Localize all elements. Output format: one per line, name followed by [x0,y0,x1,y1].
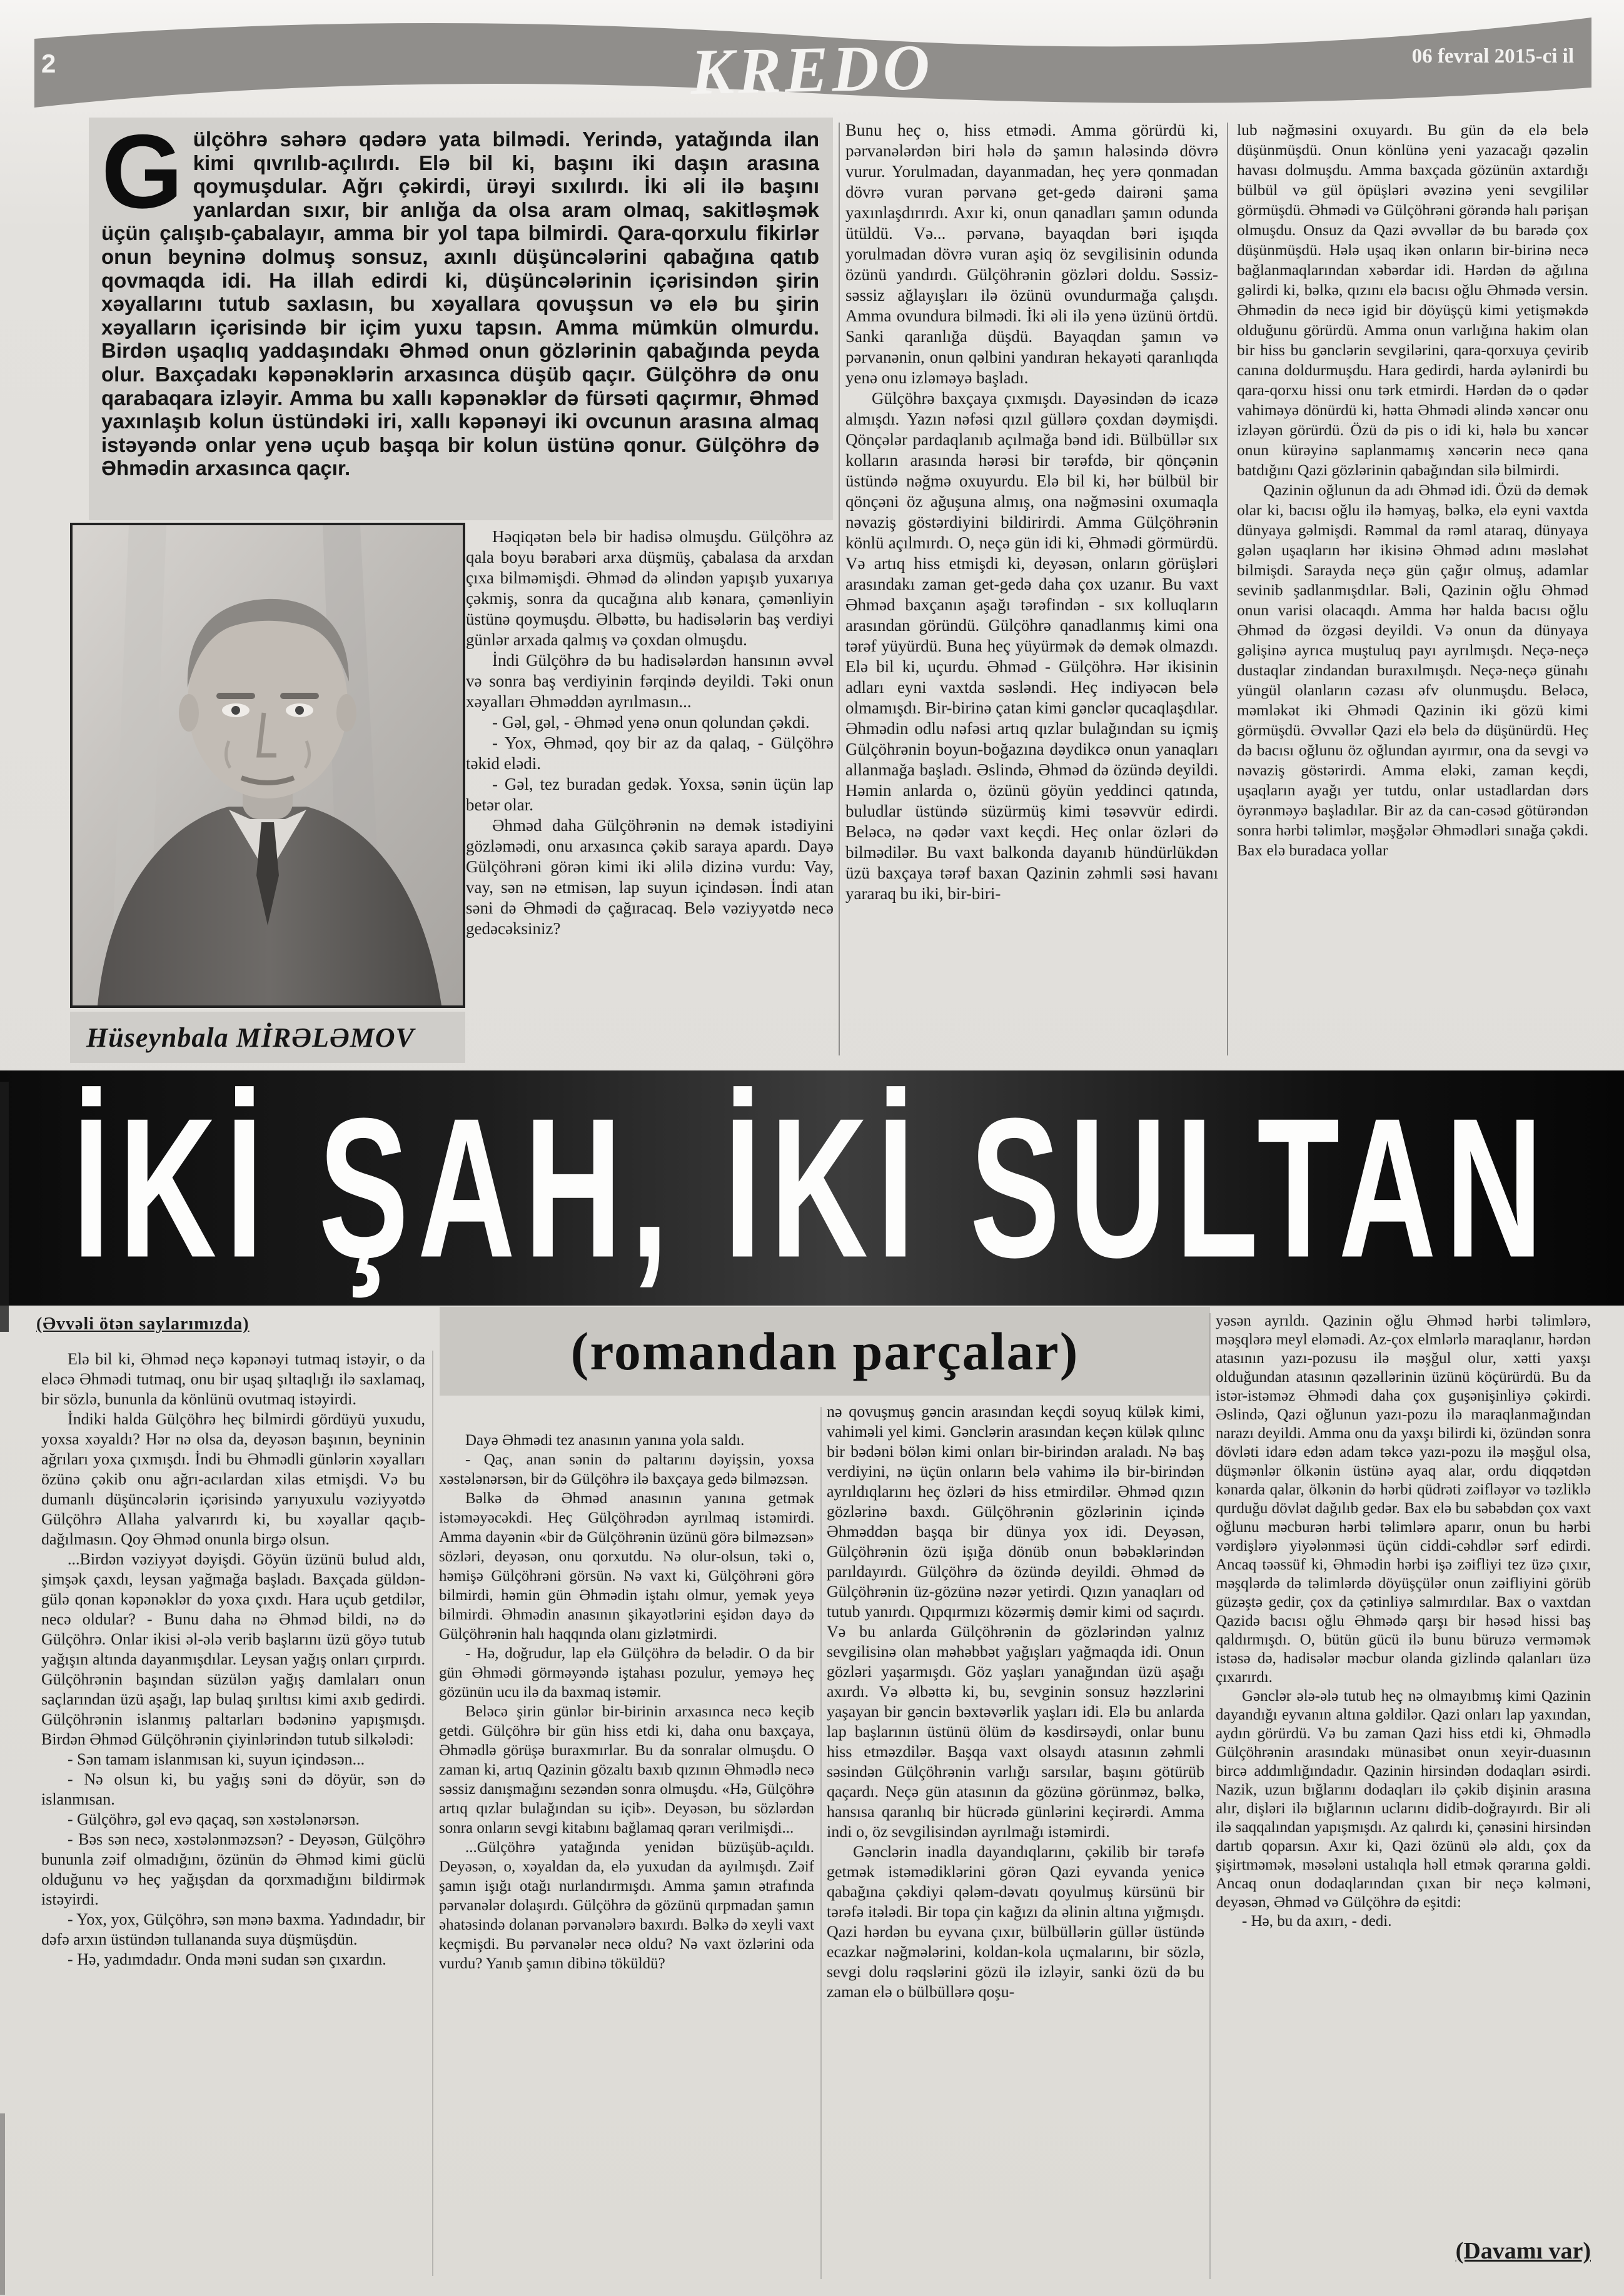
scan-artifact [0,1082,9,1332]
paragraph: Gənclər ələ-ələ tutub heç nə olmayıbmış kimi Qazinin dayandığı eyvanın altına gəldilər. Qazi onları lap yaxından, aydın görürdü. Və bu zaman Qazi hiss etdi ki, Əhmədlə Gülçöhrənin arasındakı münasibət onun xeyir-duasının bircə addımlığındadır. Qazinin hirsindən dodaqları əsirdi. Nazik, uzun bığlarını dodaqları ilə çəkib dişinin arasına alır, dişləri ilə bığlarının uclarını didib-doğrayırdı. Bir əli ilə saqqalından yapışmışdı. Az qalırdı ki, çənəsini hirsindən dartıb qoparsın. Axır ki, Qazi özünü ələ aldı, çox da şişirtməmək, məsələni ustalıqla həll etmək qərarına gəldi. Ancaq onun dodaqlarından çıxan bir neçə kəlməni, deyəsən, Əhməd və Gülçöhrə də eşitdi: [1216,1688,1591,1911]
paragraph: İndiki halda Gülçöhrə heç bilmirdi gördüyü yuxudu, yoxsa xəyaldı? Hər nə olsa da, deyəsən başının, beyninin ağrıları yoxa çıxmışdı. İndi bu Əhmədli günlərin xəyalları özünə çəkib onu ağrı-acılardan xilas etmişdi. Və bu dumanlı düşüncələrin içərisində yarıyuxulu vəziyyətdə Gülçöhrə Allaha yalvarırdı ki, bu xəyallar qaçıb-dağılmasın. Qoy Əhməd onunla birgə olsun. [41,1410,425,1548]
author-photo [70,523,465,1008]
lower-column-2 [439,1431,814,2293]
paragraph: İndi Gülçöhrə də bu hadisələrdən hansının əvvəl və sonra baş verdiyinin fərqində deyildi. Təki onun xəyalları Əhməddən ayrılmasın... [466,651,834,711]
paragraph: - Gülçöhrə, gəl evə qaçaq, sən xəstələnərsən. [68,1810,360,1828]
scan-artifact [0,2113,5,2295]
author-photo-figure [70,523,465,1063]
lower-column-3 [827,1402,1204,2292]
headline-title: İKİ ŞAH, İKİ SULTAN [72,1076,1552,1299]
lead-paragraph [101,113,819,480]
headline-band [0,1070,1624,1306]
photo-caption-bar [70,1012,465,1063]
continuation-note: (Davamı var) [1455,2238,1591,2264]
paragraph: Dayə Əhmədi tez anasının yanına yola saldı. [465,1432,745,1449]
paragraph: - Bəs sən necə, xəstələnməzsən? - Deyəsən, Gülçöhrə bununla zəif olmadığını, özünün də Əhməd kimi güclü olduğunu və heç yağışdan da qorxmadığını bildirmək istəyirdi. [41,1830,425,1908]
column-rule [1209,1313,1211,2279]
paragraph: Elə bil ki, Əhməd neçə kəpənəyi tutmaq istəyir, o da eləcə Əhmədi tutmaq, onu bir uşaq şıltaqlığı ilə saxlamaq, bir sözlə, bununla da könlünü ovutmaq istəyirdi. [41,1350,425,1408]
column-rule [1227,123,1228,1055]
paragraph: - Gəl, gəl, - Əhməd yenə onun qolundan çəkdi. [492,713,810,732]
column-rule [432,1351,433,2276]
lower-column-4 [1216,1312,1591,2231]
lower-column-1 [41,1349,425,2287]
paragraph: - Hə, doğrudur, lap elə Gülçöhrə də belədir. O da bir gün Əhmədi görməyəndə iştahası pozulur, yeməyə heç gözünün ucu ilə da baxmaq istəmir. [439,1645,814,1701]
paragraph: Bəlkə də Əhməd anasının yanına getmək istəməyəcəkdi. Heç Gülçöhrədən ayrılmaq istəmirdi. Amma dayənin «bir də Gülçöhrənin üzünü görə bilməzsən» sözləri, deyəsən, onu qorxutdu. Nə olur-olsun, təki o, həmişə Gülçöhrəni görsün. Nə vaxt ki, Gülçöhrəni görə bilmirdi, həmin gün Əhmədin iştahı olmur, yemək yeyə bilmirdi. Əhmədin anasının şikayətlərini eşidən dayə də Gülçöhrənin halı haqqında olanı gizlətmirdi. [439,1490,814,1643]
top-column-2 [466,526,834,1062]
paragraph: yəsən ayrıldı. Qazinin oğlu Əhməd hərbi təlimlərə, məşqlərə meyl eləmədi. Az-çox elmlərlə maraqlanır, hərdən atasının yazı-pozusu ilə məşğul olur, xətti yaxşı olduğundan atasının qəzəllərinin üzünü köçürürdü. Bu da istər-istəməz Əhmədi daha çox guşənişinliyə çəkirdi. Əslində, Qazi oğlunun yazı-pozu ilə maraqlanmağından narazı deyildi. Amma onu da yaxşı bilirdi ki, özündən sonra dövləti idarə edən adam təkcə yazı-pozu ilə məşğul olsa, düşmənlər ölkənin üstünə ayaq alar, ordu diqqətdən kənarda qalar, ölkənin də hərbi qüdrəti zəifləyər və təzliklə qurduğu dövlət dağılıb gedər. Bax elə bu səbəbdən çox vaxt oğlunu məcburən hərbi təlimlərə aparır, onun bu hərbi vərdişlərə yiyələnməsi üçün ciddi-cəhdlər sərf edirdi. Ancaq təəssüf ki, Əhmədin hərbi işə zəifliyi tez üzə çıxır, məşqlərdə də təlimlərdə döyüşçülər onun zəifliyini görüb güzəştə gedir, çox da çətinliyə salmırdılar. Bax o vaxtdan Qazidə bacısı oğlu Əhmədə qarşı bir həsəd hissi baş qaldırmışdı. O, bütün gücü ilə bunu büruzə verməmək istəsə də, hadisələr məcbur olanda gizlində qalanları üzə çıxarırdı. [1216,1312,1591,1686]
paragraph: - Qaç, anan sənin də paltarını dəyişsin, yoxsa xəstələnərsən, bir də Gülçöhrə ilə baxçaya gedə bilməzsən. [439,1451,814,1488]
paragraph: - Gəl, tez buradan gedək. Yoxsa, sənin üçün lap betər olar. [466,775,834,814]
top-column-3 [845,120,1218,1058]
paragraph: lub nəğməsini oxuyardı. Bu gün də elə belə düşünmüşdü. Onun könlünə yeni yazacağı qəzəlin havası dolmuşdu. Amma baxçada gözünün axtardığı bülbül və gül öpüşləri əvəzinə yeni sevgililər görmüşdü. Əhmədi və Gülçöhrəni görəndə halı pərişan olmuşdu. Onsuz da Qazi əvvəllər də bu barədə çox düşünmüşdü. Hələ uşaq ikən onların bir-birinə necə bağlanmaqlarından xəbərdar idi. Hərdən də ağılına gəlirdi ki, bəlkə, qızını elə bacısı oğlu Əhmədə versin. Əhmədin də necə igid bir döyüşçü kimi yetişməkdə olduğunu görürdü. Amma onun varlığına hakim olan bir hiss bu gənclərin sevgilərini, qara-qorxuya çevirib canına doldurmuşdu. Hara gedirdi, harda əylənirdi bu qara-qorxu hissi onu tərk etmirdi. Hərdən də o qədər vahiməyə dönürdü ki, hətta Əhmədi əlində xəncər onu izləyən görürdü. Özü də pis o idi ki, hələ bu xəncər onun kürəyinə saplanmamış xəncərin necə qana batdığını Qazi gözlərinin qabağından silə bilmirdi. [1237,121,1588,479]
paragraph: ...Gülçöhrə yatağında yenidən büzüşüb-açıldı. Deyəsən, o, xəyaldan da, elə yuxudan da ayılmışdı. Zəif şamın işığı otağı nurlandırmışdı. Amma şamın ətrafında pərvanələr dolaşırdı. Gülçöhrə də gözünü qırpmadan şamın əhatəsində dolanan pərvanələrə baxırdı. Bəlkə də xeyli vaxt keçmişdi. Bu pərvanələr necə oldu? Nə vaxt özlərini oda vurdu? Yanıb şamın dibinə töküldü? [439,1839,814,1972]
top-column-4 [1237,120,1588,1059]
subtitle: (romandan parçalar) [570,1321,1079,1381]
lead-text: ülçöhrə səhərə qədərə yata bilmədi. Yerində, yatağında ilan kimi qıvrılıb-açılırdı. Elə bil ki, başını iki daşın arasına qoymuşdular. Ağrı çəkirdi, ürəyi sıxılırdı. İki əli ilə başını yanlardan sıxır, bir anlığa da olsa aram olmaq, sakitləşmək üçün çalışıb-çabalayır, amma bir yol tapa bilmirdi. Qara-qorxulu fikirlər onun beyninə dolmuş sonsuz, axınlı düşüncələrini qabağına qatıb qovmaqda idi. Ha illah edirdi ki, düşüncələrinin içərisindən şirin xəyallarını tutub saxlasın, bu xəyallara qovuşsun və elə bu şirin xəyalların içərisində bir içim yuxu tapsın. Amma mümkün olmurdu. Birdən uşaqlıq yaddaşındakı Əhməd onun gözlərinin qabağında peyda olur. Baxçadakı kəpənəklərin arxasınca düşüb qaçır. Gülçöhrə də onu qarabaqara izləyir. Amma bu xallı kəpənəklər də fürsəti qaçırmır, Əhməd yaxınlaşıb kolun üstündəki iri, xallı kəpənəyi iki ovcunun arasına almaq istəyəndə onlar yenə uçub başqa bir kolun üstünə qonur. Gülçöhrə də Əhmədin arxasınca qaçır. [101,128,819,480]
paragraph: - Nə olsun ki, bu yağış səni də döyür, sən də islanmısan. [41,1770,425,1808]
paragraph: - Yox, Əhməd, qoy bir az da qalaq, - Gülçöhrə təkid elədi. [466,733,834,773]
paragraph: Bunu heç o, hiss etmədi. Amma görürdü ki, pərvanələrdən biri hələ də şamın haləsində dövrə vurur. Yorulmadan, dayanmadan, heç yerə qonmadan dövrə vuran pərvanə get-gedə dairəni şama yaxınlaşdırırdı. Axır ki, onun qanadları şamın odunda ütüldü. Və... pərvanə, bayaqdan bəri işıqda yorulmadan dövrə vuran aşiq öz sevgilisinin odunda özünü yandırdı. Gülçöhrənin gözləri doldu. Səssiz-səssiz ağlayışları ilə özünü ovundurmağa çalışdı. Amma ovundura bilmədi. İki əli ilə yenə üzünü örtdü. Sanki qaranlığa düşdü. Bayaqdan şamın və pərvanənin, onun qəlbini yandıran hekayəti qaranlıqda yenə onu izləməyə başladı. [845,121,1218,387]
masthead: KREDO [690,31,934,109]
lead-box [89,113,833,520]
paragraph: nə qovuşmuş gəncin arasından keçdi soyuq külək kimi, vahiməli yel kimi. Gənclərin arasından keçən külək qılınc bir bədəni bölən kimi onları bir-birindən araladı. Nə baş verdiyini, nə üçün onların belə vahimə ilə bir-birindən ayrıldıqlarını heç özləri də hiss etmirdilər. Əhməd qızın gözlərinə baxdı. Gülçöhrənin gözlərinin içində Əhməddən başqa bir dünya yox idi. Deyəsən, Gülçöhrənin özü işığa dönüb onun bəbəklərindən parıldayırdı. Gülçöhrə də özündə deyildi. Əhməd də Gülçöhrənin üz-gözünə nəzər yetirdi. Qızın yanaqları od tutub yanırdı. Qıpqırmızı közərmiş dəmir kimi od saçırdı. Və bu anlarda Gülçöhrənin də gözlərindən yalnız sevgilisinə olan məhəbbət yağışları yağmaqda idi. Onun gözləri yaşarmışdı. Göz yaşları yanağından üzü aşağı axırdı. Və əlbəttə ki, bu, sevginin sonsuz həzzlərini yaşayan bir gəncin bəxtəvərlik yaşları idi. Elə bu anlarda lap başlarının üstünü ölüm də kəsdirsəydi, onlar bunu hiss etməzdilər. Başqa vaxt olsaydı atasının zəhmli səsindən Gülçöhrənin varlığı sarsılar, başını götürüb qaçardı. Neçə gün atasının da gözünə görünməz, bəlkə, hansısa qaranlıq bir hücrədə günlərini keçirərdi. Amma indi o, öz sevgilisindən ayrılmağı istəmirdi. [827,1402,1204,1841]
paragraph: Beləcə şirin günlər bir-birinin arxasınca necə keçib getdi. Gülçöhrə bir gün hiss etdi ki, daha onu baxçaya, Əhmədlə görüşə buraxmırlar. Bu da sonralar olmuşdu. O zaman ki, artıq Qazinin gözaltı baxıb qızının Əhmədlə necə səssiz danışmağını sezəndən sonra olmuşdu. «Hə, Gülçöhrə artıq qızlar bulağından su içib». Deyəsən, bu sözlərdən sonra onların sevgi kitabını bağlamaq qərarı verilmişdi... [439,1703,814,1836]
paragraph: - Hə, yadımdadır. Onda məni sudan sən çıxardın. [68,1950,386,1968]
column-rule [820,1407,822,2279]
paragraph: ...Birdən vəziyyət dəyişdi. Göyün üzünü bulud aldı, şimşək çaxdı, leysan yağmağa başladı. Baxçada güldən-gülə qonan kəpənəklər də yoxa çıxdı. Hara uçub getdilər, necə oldular? - Bunu daha nə Əhməd bildi, nə də Gülçöhrə. Onlar ikisi əl-ələ verib başlarını üzü göyə tutub yağışın altında dayanmışdılar. Leysan yağış onları çırpırdı. Gülçöhrənin başından süzülən yağış damlaları onun saçlarından üzü aşağı, lap bulaq şırıltısı kimi axıb gedirdi. Gülçöhrənin islanmış paltarları bədəninə yapışmışdı. Birdən Əhməd Gülçöhrənin çiyinlərindən tutub silkələdi: [41,1550,425,1748]
paragraph: - Yox, yox, Gülçöhrə, sən mənə baxma. Yadındadır, bir dəfə arxın üstündən tullananda suya düşmüşdün. [41,1910,425,1948]
paragraph: Əhməd daha Gülçöhrənin nə demək istədiyini gözləmədi, onu arxasınca çəkib saraya apardı. Dayə Gülçöhrəni görən kimi iki əlilə dizinə vurdu: Vay, vay, sən nə etmisən, lap suyun içindəsən. İndi atan səni də Əhmədi də çağıracaq. Belə vəziyyətdə necə gedəcəksiniz? [466,816,834,938]
kicker: (Əvvəli ötən saylarımızda) [36,1314,250,1334]
paragraph: - Hə, bu da axırı, - dedi. [1242,1913,1392,1930]
drop-cap: G [101,113,183,230]
paragraph: Gülçöhrə baxçaya çıxmışdı. Dayəsindən də icazə almışdı. Yazın nəfəsi qızıl güllərə çoxdan dəymişdi. Qönçələr pardaqlanıb açılmağa bənd idi. Bülbüllər sıx kolların arasında hərəsi bir tərəfdə, bir qönçənin üstündə nəğmə oxuyurdu. Elə bil ki, hər bülbül bir qönçəni öz ağuşuna almış, ona nəğməsini oxumaqla nəvaziş göstərdiyini bildirirdi. Amma Gülçöhrənin könlü açılmırdı. O, neçə gün idi ki, Əhmədi görmürdü. Və artıq hiss etmişdi ki, deyəsən, onların görüşləri arasındakı zaman get-gedə daha çox uzanır. Bu vaxt Əhməd baxçanın aşağı tərəfindən - sıx kolluqların arasından göründü. Gülçöhrə qanadlanmış kimi ona tərəf yüyürdü. Buna heç yüyürmək də demək olmazdı. Elə bil ki, uçurdu. Əhməd - Gülçöhrə. Hər ikisinin adları eyni vaxtda səsləndi. Heç indiyəcən belə olmamışdı. Bir-birinə çatan kimi gənclər qucaqlaşdılar. Əhmədin odlu nəfəsi artıq qızlar bulağından su içmiş Gülçöhrənin boyun-boğazına dəydikcə onun yanaqları allanmağa başladı. Əslində, Əhməd də özündə deyildi. Həmin anlarda o, özünü göyün yeddinci qatında, buludlar üstündə süzürmüş kimi təsəvvür edirdi. Beləcə, nə qədər vaxt keçdi. Heç onlar özləri də bilmədilər. Bu vaxt balkonda dayanıb hündürlükdən üzü baxçaya tərəf baxan Qazinin zəhmli səsi havanı yararaq bu iki, bir-biri- [845,389,1218,903]
column-rule [839,123,840,1055]
paragraph: Qazinin oğlunun da adı Əhməd idi. Özü də demək olar ki, bacısı oğlu ilə həmyaş, bəlkə, elə eyni vaxtda dünyaya gəlmişdi. Rəmmal da rəml ataraq, dünyaya gələn uşaqların hər ikisinə Əhməd adını məsləhət bilmişdi. Sarayda neçə gün çağır olmuş, adamlar sevinib şadlanmışdılar. Bəli, Qazinin oğlu Əhməd onun varisi olacaqdı. Amma hər halda bacısı oğlu Əhməd də özgəsi deyildi. Və onun da dünyaya gəlişinə ayrıca muştuluq payı ayrılmışdı. Neçə-neçə dustaqlar zindandan buraxılmışdı. Neçə-neçə günahı yüngül olanların cəzası əfv olunmuşdu. Beləcə, məmləkət iki Əhmədi Qazinin iki gözü kimi görmüşdü. Əvvəllər Qazi elə belə də düşünürdü. Heç də bacısı oğlunu öz oğlundan ayırmır, ona da sevgi və nəvaziş göstərirdi. Amma eləki, zaman keçdi, uşaqların ayağı yer tutdu, onlar ustadlardan dərs öyrənməyə başladılar. Bir az da can-cəsəd götürəndən sonra hərbi təlimlər, məşğələr Əhmədləri sınağa çəkdi. Bax elə buradaca yollar [1237,481,1588,859]
issue-date: 06 fevral 2015-ci il [1411,45,1574,68]
paragraph: - Sən tamam islanmısan ki, suyun içindəsən... [68,1750,365,1768]
paragraph: Gənclərin inadla dayandıqlarını, çəkilib bir tərəfə getmək istəmədiklərini görən Qazi eyvanda yenicə qabağına çəkdiyi qələm-dəvatı qoyulmuş kürsünü bir tərəfə itələdi. Bir topa çin kağızı da əlinin altına yığmışdı. Qazi hərdən bu eyvana çıxır, bülbüllərin güllər üstündə ecazkar nəğmələrini, koldan-kola uçmalarını, bir sözlə, sevgi dolu rəqslərini gözü ilə izləyir, sanki özü də bu zaman elə o bülbüllərə qoşu- [827,1843,1204,2001]
photo-caption: Hüseynbala MİRƏLƏMOV [86,1022,415,1053]
paragraph: Həqiqətən belə bir hadisə olmuşdu. Gülçöhrə az qala boyu bərabəri arxa düşmüş, çabalasa da arxdan çıxa bilməmişdi. Əhməd də əlindən yapışıb yuxarıya çəkmiş, sonra da qucağına alıb kənara, çəmənliyin üstünə qoymuşdu. Əlbəttə, bu hadisələrin baş verdiyi günlər arxada qalmış və çoxdan olmuşdu. [466,527,834,649]
page-number: 2 [41,49,56,78]
author-portrait-illustration [73,525,463,1005]
subtitle-band [440,1307,1210,1396]
